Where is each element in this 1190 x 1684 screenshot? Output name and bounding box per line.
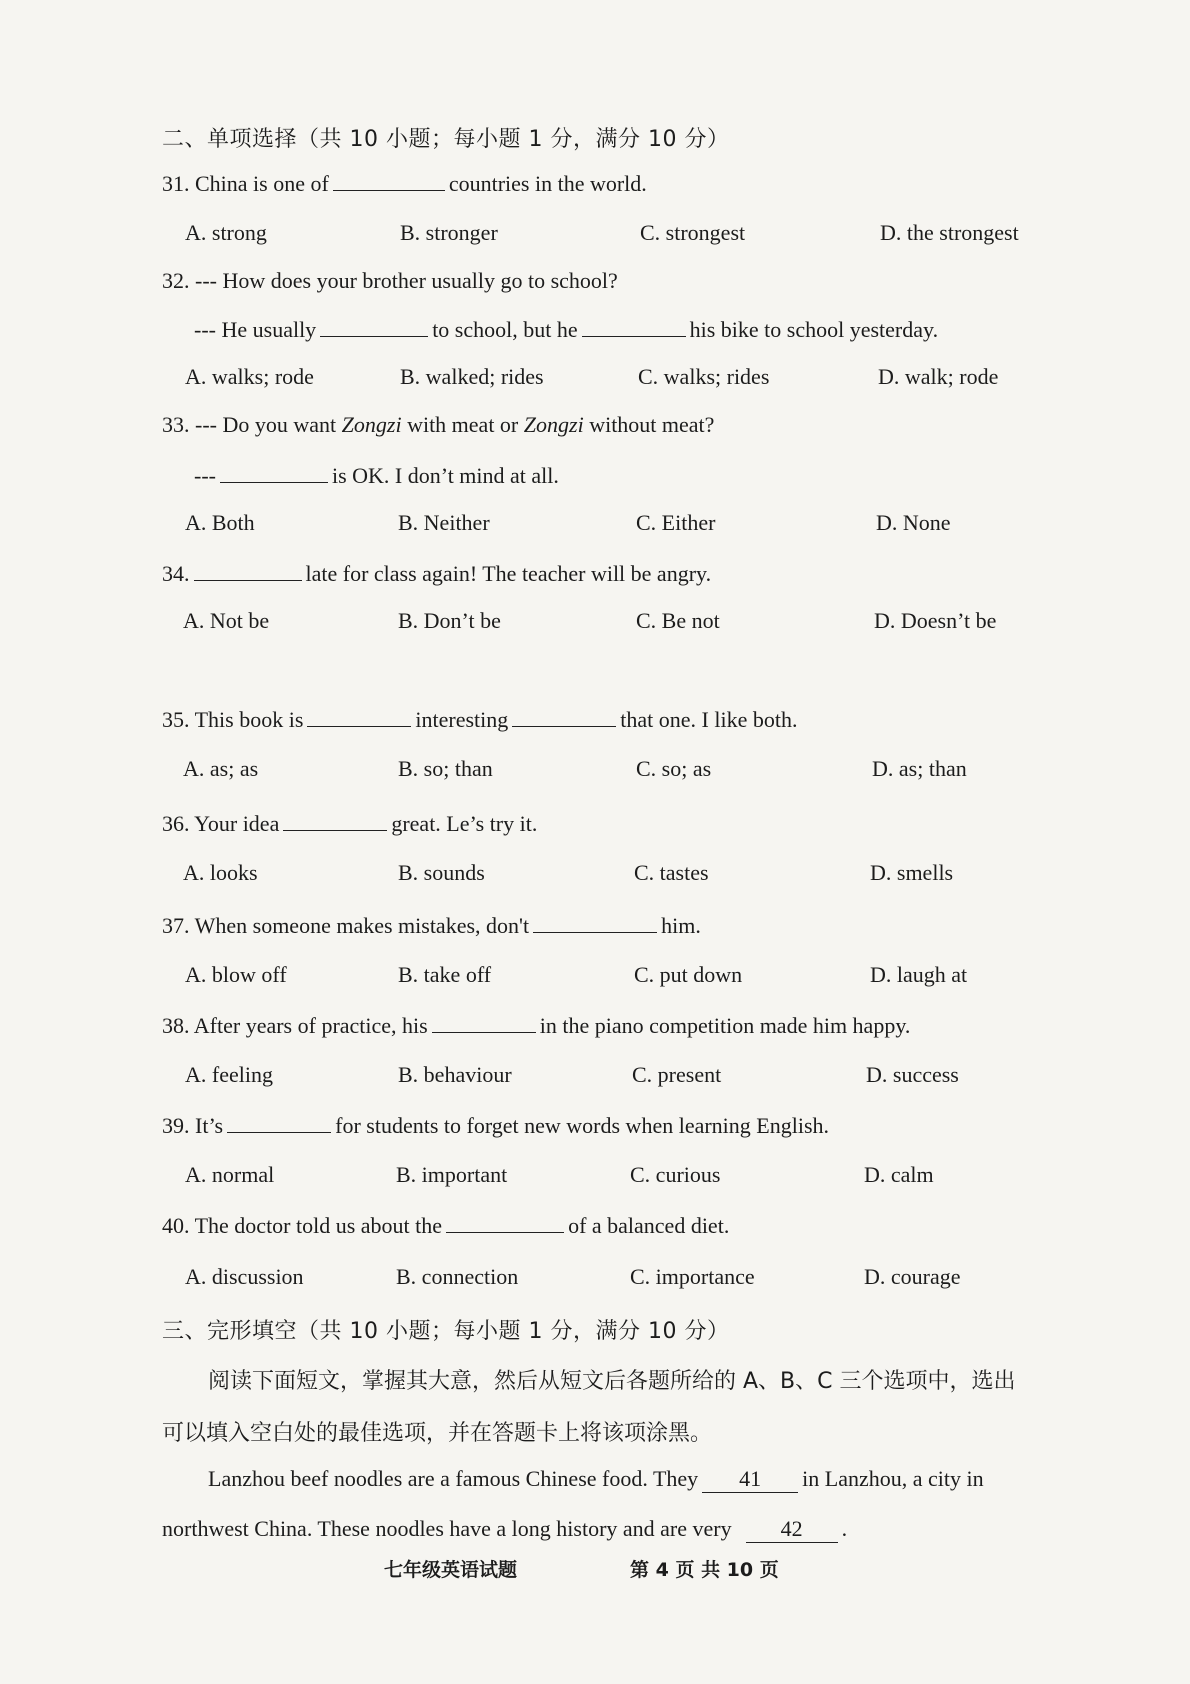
- passage-text: northwest China. These noodles have a long history and are very: [162, 1516, 732, 1541]
- question-text: to school, but he: [432, 317, 578, 342]
- question-text: 37. When someone makes mistakes, don't: [162, 913, 530, 938]
- option-a: A. strong: [185, 220, 267, 245]
- question-text: Zongzi: [341, 412, 402, 437]
- option-d: D. courage: [864, 1264, 961, 1289]
- option-a: A. Both: [185, 510, 255, 535]
- option-b: B. sounds: [398, 860, 485, 885]
- question-34: [162, 560, 711, 587]
- option-a: A. feeling: [185, 1062, 273, 1087]
- option-d: D. Doesn’t be: [874, 608, 997, 633]
- question-text: countries in the world.: [448, 171, 647, 196]
- question-text: him.: [661, 913, 701, 938]
- passage-text: .: [841, 1516, 848, 1541]
- option-b: B. Neither: [398, 510, 490, 535]
- option-d: D. calm: [864, 1162, 934, 1187]
- option-c: C. so; as: [636, 756, 712, 781]
- option-b: B. important: [396, 1162, 508, 1187]
- option-d: D. as; than: [872, 756, 967, 781]
- question-text: 39. It’s: [162, 1113, 224, 1138]
- answer-blank: [194, 560, 302, 581]
- option-d: D. laugh at: [870, 962, 968, 987]
- answer-blank: [227, 1112, 331, 1133]
- question-text: 35. This book is: [162, 707, 304, 732]
- option-d: D. None: [876, 510, 951, 535]
- footer-page-number: 第 4 页 共 10 页: [630, 1559, 779, 1581]
- question-text: ---: [194, 463, 216, 488]
- option-b: B. take off: [398, 962, 492, 987]
- question-40: [162, 1212, 729, 1239]
- option-b: B. stronger: [400, 220, 498, 245]
- question-38: [162, 1012, 910, 1039]
- question-text: 38. After years of practice, his: [162, 1013, 428, 1038]
- question-text: Zongzi: [523, 412, 584, 437]
- option-c: C. importance: [630, 1264, 755, 1289]
- option-a: A. as; as: [183, 756, 259, 781]
- option-a: A. blow off: [185, 962, 287, 987]
- option-c: C. present: [632, 1062, 722, 1087]
- option-b: B. so; than: [398, 756, 493, 781]
- option-a: A. walks; rode: [185, 364, 314, 389]
- cloze-blank-41: 41: [702, 1466, 798, 1493]
- section2-heading: 二、单项选择（共 10 小题；每小题 1 分，满分 10 分）: [162, 127, 730, 152]
- question-text: 40. The doctor told us about the: [162, 1213, 443, 1238]
- option-b: B. connection: [396, 1264, 519, 1289]
- question-text: 36. Your idea: [162, 811, 280, 836]
- option-c: C. tastes: [634, 860, 709, 885]
- question-39: [162, 1112, 829, 1139]
- answer-blank: [512, 706, 616, 727]
- answer-blank: [533, 912, 657, 933]
- option-b: B. behaviour: [398, 1062, 512, 1087]
- question-35: [162, 706, 797, 733]
- question-text: late for class again! The teacher will be angry.: [305, 561, 712, 586]
- question-37: [162, 912, 701, 939]
- option-d: D. success: [866, 1062, 959, 1087]
- question-33: [162, 412, 714, 438]
- question-text: --- He usually: [194, 317, 317, 342]
- passage-line-2: [162, 1516, 1082, 1543]
- option-c: C. Either: [636, 510, 716, 535]
- passage-text: in Lanzhou, a city in: [802, 1466, 984, 1491]
- option-c: C. walks; rides: [638, 364, 770, 389]
- question-text: in the piano competition made him happy.: [539, 1013, 911, 1038]
- question-text: is OK. I don’t mind at all.: [331, 463, 559, 488]
- question-33-answer-line: [194, 462, 559, 489]
- passage-line-1: [208, 1466, 1128, 1493]
- question-32-answer-line: [194, 316, 938, 343]
- question-text: interesting: [415, 707, 509, 732]
- option-d: D. walk; rode: [878, 364, 999, 389]
- question-text: 31. China is one of: [162, 171, 329, 196]
- question-text: 34.: [162, 561, 190, 586]
- question-31: [162, 170, 647, 197]
- question-text: 33. --- Do you want: [162, 412, 337, 437]
- section3-heading: 三、完形填空（共 10 小题；每小题 1 分，满分 10 分）: [162, 1319, 730, 1344]
- question-text: of a balanced diet.: [568, 1213, 730, 1238]
- question-36: [162, 810, 537, 837]
- option-a: A. discussion: [185, 1264, 304, 1289]
- option-c: C. curious: [630, 1162, 721, 1187]
- cloze-blank-42: 42: [746, 1516, 838, 1543]
- question-32: 32. --- How does your brother usually go to school?: [162, 268, 618, 293]
- option-d: D. the strongest: [880, 220, 1019, 245]
- answer-blank: [283, 810, 387, 831]
- footer-title: 七年级英语试题: [384, 1559, 518, 1581]
- option-a: A. normal: [185, 1162, 275, 1187]
- section3-instruction-line2: 可以填入空白处的最佳选项，并在答题卡上将该项涂黑。: [162, 1421, 713, 1446]
- question-text: great. Le’s try it.: [391, 811, 538, 836]
- answer-blank: [446, 1212, 564, 1233]
- answer-blank: [582, 316, 686, 337]
- question-text: without meat?: [589, 412, 715, 437]
- question-text: with meat or: [407, 412, 519, 437]
- question-text: for students to forget new words when learning English.: [335, 1113, 830, 1138]
- option-b: B. walked; rides: [400, 364, 544, 389]
- option-a: A. looks: [183, 860, 258, 885]
- section3-instruction-line1: 阅读下面短文，掌握其大意，然后从短文后各题所给的 A、B、C 三个选项中，选出: [208, 1369, 1016, 1394]
- option-a: A. Not be: [183, 608, 270, 633]
- option-b: B. Don’t be: [398, 608, 501, 633]
- question-text: his bike to school yesterday.: [689, 317, 939, 342]
- question-text: that one. I like both.: [620, 707, 798, 732]
- option-c: C. Be not: [636, 608, 720, 633]
- option-d: D. smells: [870, 860, 954, 885]
- answer-blank: [432, 1012, 536, 1033]
- answer-blank: [320, 316, 428, 337]
- passage-text: Lanzhou beef noodles are a famous Chinese food. They: [208, 1466, 699, 1491]
- option-c: C. strongest: [640, 220, 746, 245]
- answer-blank: [220, 462, 328, 483]
- answer-blank: [333, 170, 445, 191]
- answer-blank: [307, 706, 411, 727]
- option-c: C. put down: [634, 962, 743, 987]
